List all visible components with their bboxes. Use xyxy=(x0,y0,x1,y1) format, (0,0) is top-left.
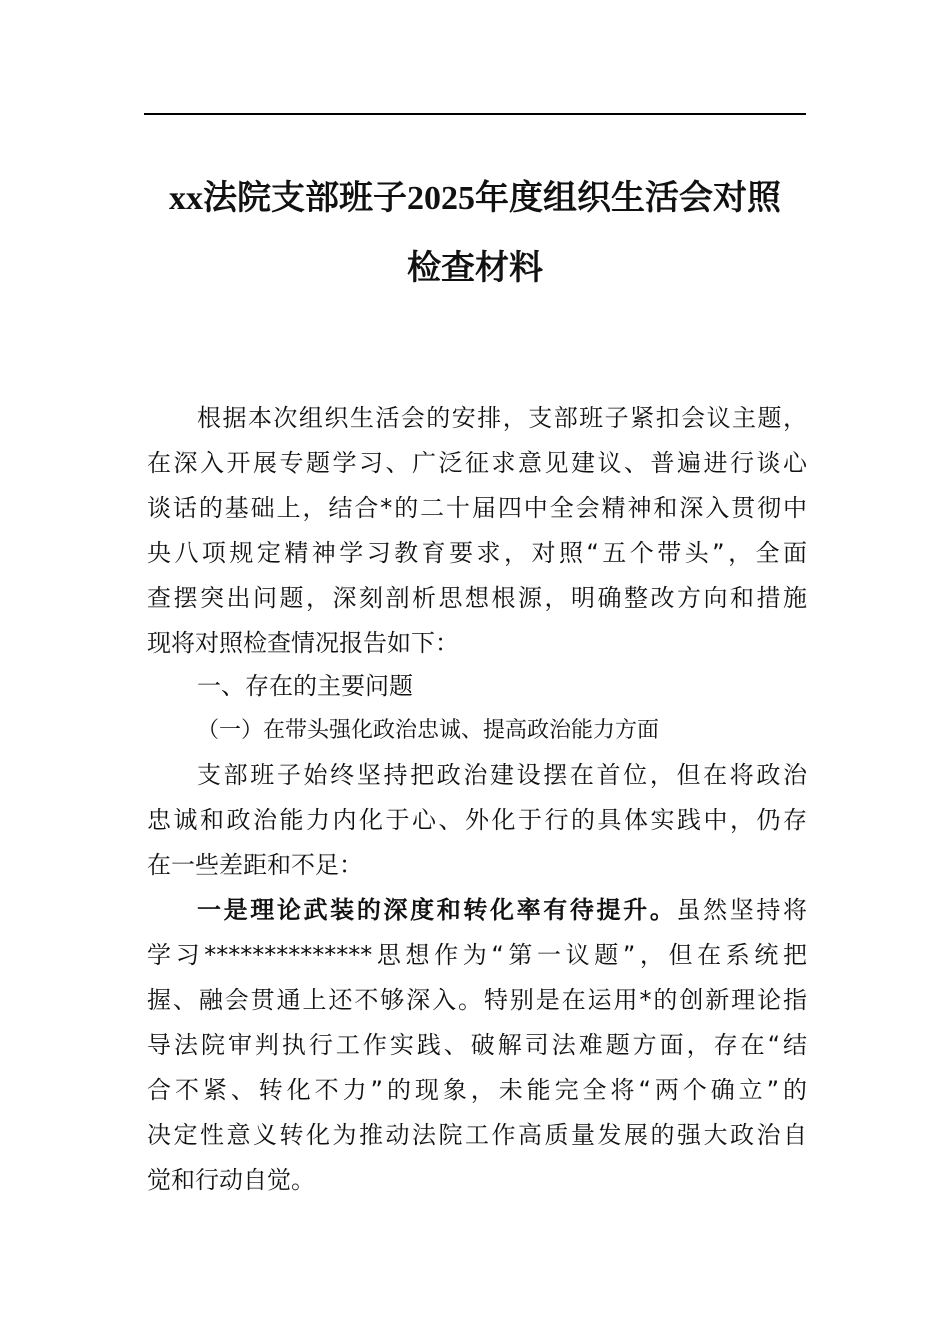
point1-line: 学习**************思想作为“第一议题”，但在系统把 xyxy=(147,941,807,969)
point1-line: 觉和行动自觉。 xyxy=(147,1166,315,1194)
heading-level1: 一、存在的主要问题 xyxy=(197,672,413,700)
point1-line: 握、融会贯通上还不够深入。特别是在运用*的创新理论指 xyxy=(147,986,807,1014)
point1-line: 合不紧、转化不力”的现象，未能完全将“两个确立”的 xyxy=(147,1076,807,1104)
intro-line: 根据本次组织生活会的安排，支部班子紧扣会议主题， xyxy=(197,404,807,432)
section-line: 在一些差距和不足： xyxy=(147,851,363,879)
intro-line: 在深入开展专题学习、广泛征求意见建议、普遍进行谈心 xyxy=(147,449,807,477)
intro-line: 查摆突出问题，深刻剖析思想根源，明确整改方向和措施 xyxy=(147,584,807,612)
point1-rest: 虽然坚持将 xyxy=(676,896,807,924)
point1-line: 决定性意义转化为推动法院工作高质量发展的强大政治自 xyxy=(147,1121,807,1149)
document-title-line2: 检查材料 xyxy=(407,250,543,287)
point1-lead: 一是理论武装的深度和转化率有待提升。 xyxy=(197,896,677,924)
intro-line: 现将对照检查情况报告如下： xyxy=(147,629,459,657)
document-title-line1: xx法院支部班子2025年度组织生活会对照 xyxy=(169,180,781,217)
intro-line: 央八项规定精神学习教育要求，对照“五个带头”，全面 xyxy=(147,539,807,567)
header-rule xyxy=(144,113,806,115)
point1-first-line xyxy=(197,888,807,933)
point1-line: 导法院审判执行工作实践、破解司法难题方面，存在“结 xyxy=(147,1031,807,1059)
heading-level2: （一）在带头强化政治忠诚、提高政治能力方面 xyxy=(197,718,660,743)
section-line: 支部班子始终坚持把政治建设摆在首位，但在将政治 xyxy=(197,761,807,789)
section-line: 忠诚和政治能力内化于心、外化于行的具体实践中，仍存 xyxy=(147,806,807,834)
intro-line: 谈话的基础上，结合*的二十届四中全会精神和深入贯彻中 xyxy=(147,494,807,522)
